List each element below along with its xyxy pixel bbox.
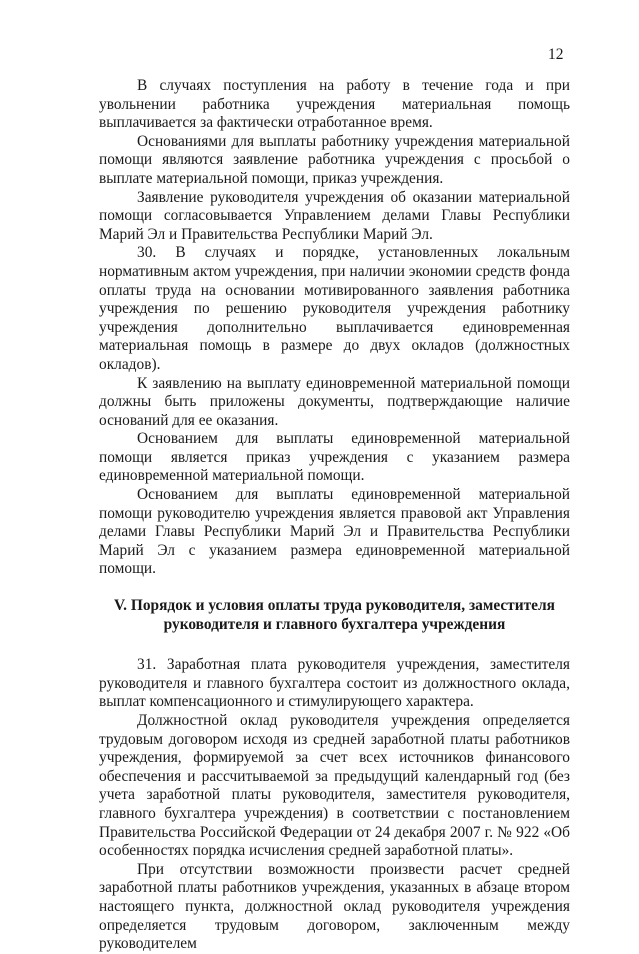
section-heading [99, 597, 570, 634]
section-heading-line: V. Порядок и условия оплаты труда руководителя, заместителя [114, 597, 555, 615]
page-number: 12 [548, 46, 564, 63]
paragraph: 30. В случаях и порядке, установленных локальным нормативным актом учреждения, при наличии экономии средств фонда оплаты труда на основании мотивированного заявления работника учреждения по решению руководителя учреждения работнику учреждения дополнительно выплачивается единовременная материальная помощь в размере до двух окладов (должностных окладов). [99, 244, 570, 373]
paragraph: При отсутствии возможности произвести расчет средней заработной платы работников учреждения, указанных в абзаце втором настоящего пункта, должностной оклад руководителя учреждения определяется трудовым договором, заключенным между руководителем [99, 860, 570, 953]
section-heading-line: руководителя и главного бухгалтера учреждения [163, 615, 506, 633]
paragraph: В случаях поступления на работу в течение года и при увольнении работника учреждения материальная помощь выплачивается за фактически отработанное время. [99, 77, 570, 132]
paragraph: Основанием для выплаты единовременной материальной помощи является приказ учреждения с указанием размера единовременной материальной помощи. [99, 430, 570, 485]
paragraph: Основанием для выплаты единовременной материальной помощи руководителю учреждения является правовой акт Управления делами Главы Республики Марий Эл и Правительства Республики Марий Эл с указанием размера единовременной материальной помощи. [99, 486, 570, 578]
paragraph: 31. Заработная плата руководителя учреждения, заместителя руководителя и главного бухгалтера состоит из должностного оклада, выплат компенсационного и стимулирующего характера. [99, 656, 570, 711]
document-body [99, 77, 570, 954]
paragraph: Заявление руководителя учреждения об оказании материальной помощи согласовывается Управлением делами Главы Республики Марий Эл и Правительства Республики Марий Эл. [99, 188, 570, 243]
paragraph: Основаниями для выплаты работнику учреждения материальной помощи являются заявление работника учреждения с просьбой о выплате материальной помощи, приказ учреждения. [99, 132, 570, 187]
paragraph: Должностной оклад руководителя учреждения определяется трудовым договором исходя из средней заработной платы работников учреждения, формируемой за счет всех источников финансового обеспечения и рассчитываемой за предыдущий календарный год (без учета заработной платы руководителя, заместителя руководителя, главного бухгалтера учреждения) в соответствии с постановлением Правительства Российской Федерации от 24 декабря 2007 г. № 922 «Об особенностях порядка исчисления средней заработной платы». [99, 712, 570, 860]
paragraph: К заявлению на выплату единовременной материальной помощи должны быть приложены документы, подтверждающие наличие оснований для ее оказания. [99, 374, 570, 429]
